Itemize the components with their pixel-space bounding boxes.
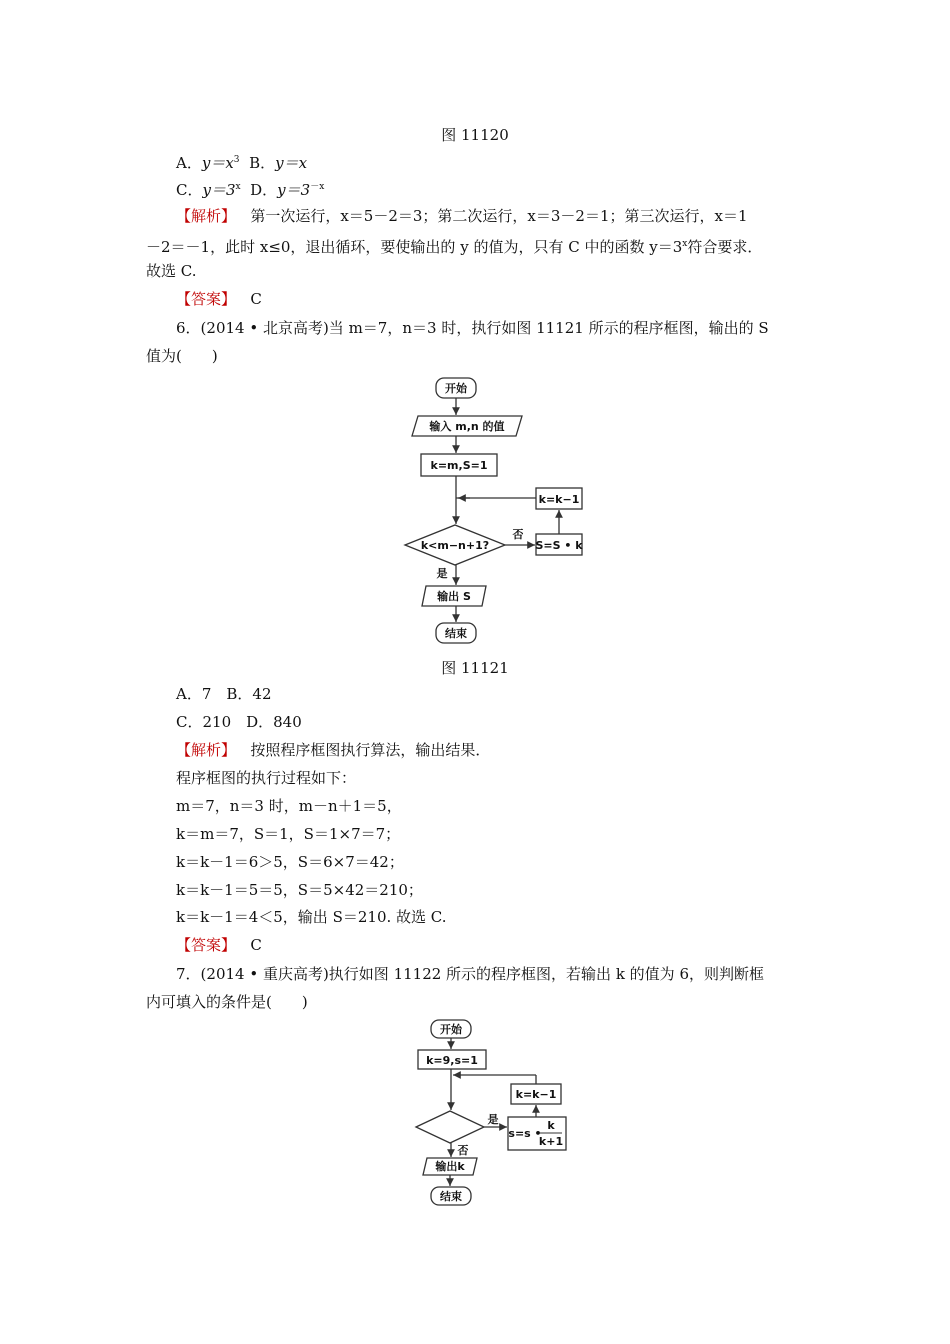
figure-caption-11121: 图 11121 <box>441 659 509 677</box>
fc-condition-text: k<m−n+1? <box>420 539 490 552</box>
fc-yes-label: 是 <box>487 1113 499 1126</box>
q5-options-ab: A．$y=x^3$ B．y＝x <box>176 154 308 172</box>
q7-stem-line1: 7．(2014 • 重庆高考)执行如图 11122 所示的程序框图，若输出 k 的值为 6，则判断框 <box>176 965 764 983</box>
answer-tag: 【答案】 <box>176 936 237 954</box>
q5-analysis-line2: －2＝－1，此时 x≤0，退出循环，要使输出的 y 的值为，只有 C 中的函数 $y=3^x$符合要求． <box>146 238 763 256</box>
q6-options-line1: A．7 B．42 <box>176 685 272 703</box>
flowchart-11121 <box>390 370 610 650</box>
fc-input-text: 输入 m,n 的值 <box>429 420 505 433</box>
q6-step: k＝k－1＝5＝5，S＝5×42＝210； <box>176 881 423 899</box>
figure-caption-11120: 图 11120 <box>441 126 509 144</box>
fc-output-text: 输出k <box>435 1160 465 1173</box>
fc-start-text: 开始 <box>445 382 467 395</box>
q5-answer: 【答案】 C <box>176 290 262 308</box>
analysis-tag: 【解析】 <box>176 741 237 759</box>
fc-init-text: k=9,s=1 <box>426 1054 478 1067</box>
q6-answer: 【答案】 C <box>176 936 262 954</box>
q6-step: k＝m＝7，S＝1，S＝1×7＝7； <box>176 825 401 843</box>
fc-no-label: 否 <box>457 1144 469 1157</box>
q6-step: k＝k－1＝6＞5，S＝6×7＝42； <box>176 853 404 871</box>
q5-analysis-line3: 故选 C. <box>146 262 197 280</box>
analysis-tag: 【解析】 <box>176 207 237 225</box>
fc-update-denominator: k+1 <box>538 1135 564 1148</box>
q5-options-cd: C．$y=3^x$ D．$y=3^{-x}$ <box>176 181 325 199</box>
fc-update-text: s=s • <box>508 1127 542 1140</box>
q6-step: m＝7，n＝3 时，m－n＋1＝5， <box>176 797 402 815</box>
q5-analysis-line1: 【解析】 第一次运行，x＝5－2＝3；第二次运行，x＝3－2＝1；第三次运行，x＝1 <box>176 207 748 225</box>
fc-yes-label: 是 <box>436 567 448 580</box>
fc-decrement-text: k=k−1 <box>515 1088 557 1101</box>
fc-output-text: 输出 S <box>437 590 471 603</box>
fc-end-text: 结束 <box>445 627 467 640</box>
q6-stem-line2: 值为( ) <box>146 347 218 365</box>
q6-stem-line1: 6．(2014 • 北京高考)当 m＝7，n＝3 时，执行如图 11121 所示的程序框图，输出的 S <box>176 319 769 337</box>
condition-diamond <box>416 1111 484 1143</box>
q6-options-line2: C．210 D．840 <box>176 713 302 731</box>
fc-multiply-text: S=S • k <box>535 539 583 552</box>
q6-analysis: 【解析】 按照程序框图执行算法，输出结果． <box>176 741 491 759</box>
fc-start-text: 开始 <box>440 1023 462 1036</box>
fc-end-text: 结束 <box>440 1190 462 1203</box>
q6-step: 程序框图的执行过程如下： <box>176 769 357 787</box>
fc-no-label: 否 <box>512 528 524 541</box>
fc-decrement-text: k=k−1 <box>538 493 580 506</box>
fc-init-text: k=m,S=1 <box>430 459 488 472</box>
answer-tag: 【答案】 <box>176 290 237 308</box>
flowchart-11122 <box>405 1015 585 1215</box>
q6-step: k＝k－1＝4＜5，输出 S＝210. 故选 C. <box>176 908 447 926</box>
fc-update-numerator: k <box>547 1119 555 1132</box>
q7-stem-line2: 内可填入的条件是( ) <box>146 993 308 1011</box>
